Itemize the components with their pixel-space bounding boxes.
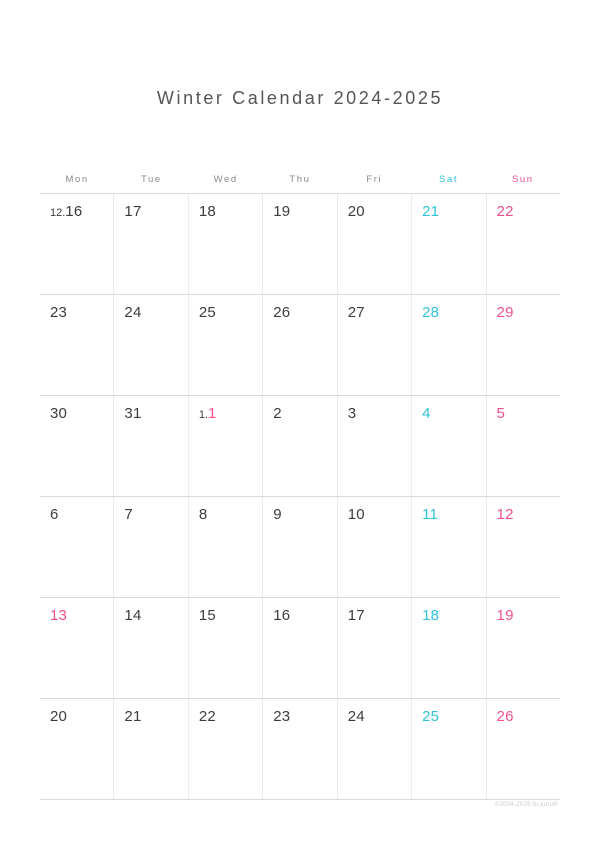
day-number-value: 23 [273,708,291,725]
day-number [497,708,514,725]
day-number [50,304,67,321]
weekday-label-sun: Sun [511,173,534,185]
day-number-value: 25 [422,708,440,725]
page-title: Winter Calendar 2024-2025 [156,88,444,108]
calendar-day-cell[interactable] [114,598,188,698]
calendar-day-cell[interactable] [263,497,337,597]
day-number [497,203,514,220]
day-number [422,203,439,220]
copyright-credit: ©2024-2025 fu.kuru® [494,802,558,808]
calendar-day-cell[interactable] [338,194,412,294]
calendar-day-cell[interactable] [263,194,337,294]
day-number-value: 11 [422,506,439,523]
day-number [348,203,365,220]
day-number [199,405,217,422]
calendar-day-cell[interactable] [412,598,486,698]
calendar-day-cell[interactable] [189,497,263,597]
day-number-value: 6 [50,506,59,523]
calendar-day-cell[interactable] [189,295,263,395]
day-number [497,304,514,321]
calendar-day-cell[interactable] [263,699,337,799]
day-number-value: 27 [347,304,365,321]
calendar-day-cell[interactable] [338,295,412,395]
day-number [199,708,216,725]
day-number-value: 19 [273,203,291,220]
day-number [348,304,365,321]
calendar-day-cell[interactable] [189,396,263,496]
calendar-day-cell[interactable] [114,194,188,294]
day-number [348,405,357,422]
weekday-label-thu: Thu [289,173,311,185]
day-number [50,203,82,220]
weekday-label-mon: Mon [65,173,89,185]
calendar-day-cell[interactable] [114,699,188,799]
calendar-day-cell[interactable] [114,295,188,395]
calendar-day-cell[interactable] [487,699,560,799]
day-number-value: 28 [422,304,440,321]
calendar-week-row [40,194,560,295]
day-number [199,607,216,624]
calendar-day-cell[interactable] [487,598,560,698]
calendar-day-cell[interactable] [338,497,412,597]
day-number-value: 10 [347,506,365,523]
day-number-value: 26 [496,708,514,725]
day-number [199,304,216,321]
day-number-value: 4 [422,405,431,422]
calendar-day-cell[interactable] [487,194,560,294]
calendar-day-cell[interactable] [338,598,412,698]
day-number [124,506,133,523]
calendar-day-cell[interactable] [487,295,560,395]
calendar-day-cell[interactable] [412,497,486,597]
day-number-value: 15 [198,607,216,624]
day-number-value: 31 [124,405,142,422]
day-number-value: 13 [50,607,68,624]
calendar-day-cell[interactable] [114,497,188,597]
day-number [50,708,67,725]
day-number [50,405,67,422]
day-number-value: 21 [124,708,142,725]
day-number [497,405,506,422]
calendar-day-cell[interactable] [189,194,263,294]
calendar-weeks [40,194,560,800]
calendar-day-cell[interactable] [189,598,263,698]
calendar-week-row [40,497,560,598]
calendar-day-cell[interactable] [40,396,114,496]
calendar-day-cell[interactable] [40,497,114,597]
weekday-header-row [40,165,560,194]
day-number [124,304,141,321]
calendar-day-cell[interactable] [412,295,486,395]
weekday-label-wed: Wed [213,173,238,185]
calendar-week-row [40,295,560,396]
day-number-value: 24 [347,708,365,725]
day-number-value: 22 [496,203,514,220]
day-number-value: 25 [198,304,216,321]
day-number [124,708,141,725]
day-number-value: 9 [273,506,282,523]
day-number [273,607,290,624]
calendar-day-cell[interactable] [263,598,337,698]
calendar-day-cell[interactable] [338,699,412,799]
day-number-value: 14 [124,607,142,624]
day-number [50,506,59,523]
day-number [273,304,290,321]
day-number-value: 17 [347,607,365,624]
day-number-value: 24 [124,304,142,321]
day-number-value: 16 [273,607,291,624]
day-number [422,607,439,624]
calendar-day-cell[interactable] [487,396,560,496]
day-number [273,506,282,523]
day-number-value: 12 [496,506,514,523]
calendar-week-row [40,598,560,699]
calendar-day-cell[interactable] [263,396,337,496]
calendar-week-row [40,396,560,497]
day-number [273,203,290,220]
calendar-day-cell[interactable] [412,396,486,496]
day-number-value: 8 [198,506,208,523]
day-number-value: 19 [496,607,514,624]
calendar-day-cell[interactable] [40,699,114,799]
day-number-value: 21 [422,203,440,220]
day-month-prefix: 1. [198,409,209,421]
day-number [497,607,514,624]
day-number-value: 16 [65,203,83,220]
day-number-value: 18 [422,607,440,624]
day-number [348,607,365,624]
day-number-value: 3 [347,405,357,422]
day-number [422,304,439,321]
day-number [422,506,438,523]
day-number [199,203,216,220]
calendar-day-cell[interactable] [114,396,188,496]
day-number-value: 22 [198,708,216,725]
weekday-label-sat: Sat [439,173,459,185]
day-number [422,708,439,725]
day-number [124,405,141,422]
calendar-day-cell[interactable] [338,396,412,496]
calendar-grid [40,165,560,800]
day-number-value: 20 [50,708,68,725]
day-number-value: 7 [124,506,133,523]
calendar-day-cell[interactable] [263,295,337,395]
day-number-value: 5 [496,405,506,422]
day-number-value: 29 [496,304,514,321]
day-number [348,708,365,725]
day-number [273,708,290,725]
day-number [348,506,365,523]
day-number-value: 23 [50,304,68,321]
day-number [50,607,67,624]
day-number-value: 17 [124,203,142,220]
calendar-day-cell[interactable] [40,295,114,395]
day-number-value: 20 [347,203,365,220]
day-number [124,203,141,220]
calendar-day-cell[interactable] [189,699,263,799]
day-number [124,607,141,624]
day-number-value: 1 [208,405,217,422]
calendar-day-cell[interactable] [412,699,486,799]
calendar-day-cell[interactable] [40,194,114,294]
day-number-value: 2 [273,405,282,422]
day-number [497,506,514,523]
day-number [199,506,208,523]
day-number-value: 18 [198,203,216,220]
calendar-week-row [40,699,560,800]
day-number-value: 30 [50,405,68,422]
calendar-day-cell[interactable] [487,497,560,597]
day-month-prefix: 12. [50,207,66,219]
day-number [422,405,431,422]
weekday-label-tue: Tue [141,173,162,185]
day-number-value: 26 [273,304,291,321]
weekday-label-fri: Fri [366,173,383,185]
calendar-day-cell[interactable] [40,598,114,698]
day-number [273,405,282,422]
calendar-day-cell[interactable] [412,194,486,294]
